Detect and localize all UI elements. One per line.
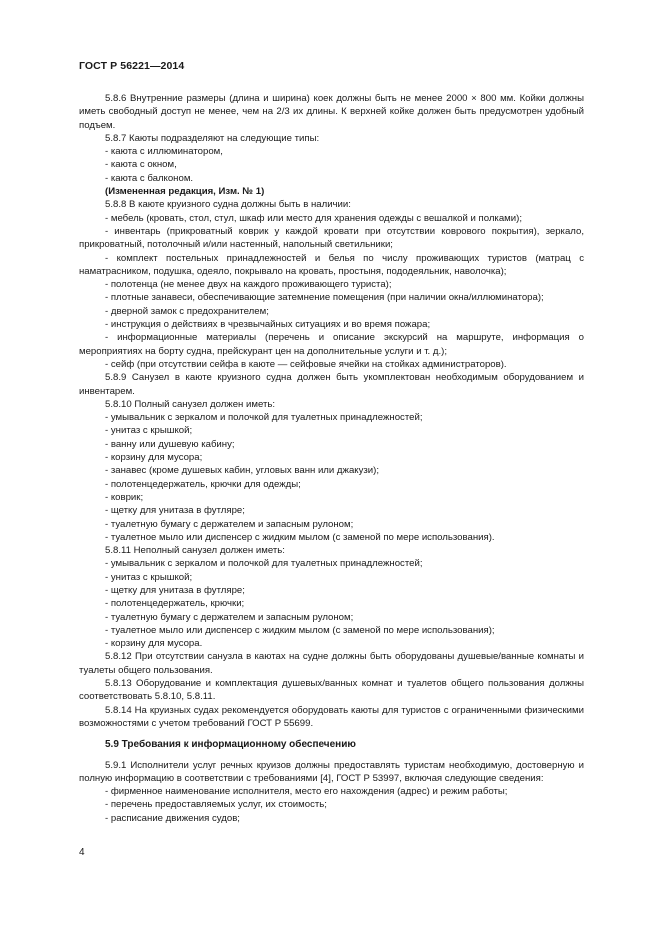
paragraph: - щетку для унитаза в футляре; xyxy=(105,505,245,517)
document-header: ГОСТ Р 56221—2014 xyxy=(79,60,185,72)
paragraph: - каюта с иллюминатором, xyxy=(105,146,223,158)
page-number: 4 xyxy=(79,847,85,858)
paragraph: - туалетное мыло или диспенсер с жидким мылом (с заменой по мере использования). xyxy=(105,531,495,543)
paragraph: 5.8.11 Неполный санузел должен иметь: xyxy=(105,545,285,557)
paragraph: - коврик; xyxy=(105,491,144,503)
paragraph: - инвентарь (прикроватный коврик у каждой кровати при отсутствии коврового покрытия), зеркало, прикроватный, потолочный и/или настенный, напольный светильники; xyxy=(79,225,584,251)
paragraph: - каюта с балконом. xyxy=(105,172,194,184)
paragraph: - инструкция о действиях в чрезвычайных ситуациях и во время пожара; xyxy=(105,319,431,331)
paragraph: - перечень предоставляемых услуг, их стоимость; xyxy=(105,799,327,811)
paragraph: - унитаз с крышкой; xyxy=(105,571,193,583)
paragraph: - расписание движения судов; xyxy=(105,812,240,824)
paragraph: 5.9.1 Исполнители услуг речных круизов должны предоставлять туристам необходимую, достоверную и полную информацию в соответствии с требованиями [4], ГОСТ Р 53997, включая следующие сведения: xyxy=(79,759,584,784)
document-body xyxy=(79,92,584,825)
paragraph: 5.8.13 Оборудование и комплектация душевых/ванных комнат и туалетов общего пользования должны соответствовать 5.8.10, 5.8.11. xyxy=(79,678,584,703)
paragraph: - ванну или душевую кабину; xyxy=(105,438,235,450)
paragraph: - плотные занавеси, обеспечивающие затемнение помещения (при наличии окна/иллюминатора); xyxy=(105,292,544,304)
paragraph: - мебель (кровать, стол, стул, шкаф или место для хранения одежды с вешалкой и полками); xyxy=(105,212,522,224)
paragraph: 5.8.8 В каюте круизного судна должны быть в наличии: xyxy=(105,199,351,211)
paragraph: 5.8.7 Каюты подразделяют на следующие типы: xyxy=(105,132,320,144)
paragraph: - дверной замок с предохранителем; xyxy=(105,305,269,317)
paragraph: 5.8.12 При отсутствии санузла в каютах на судне должны быть оборудованы душевые/ванные комнаты и туалеты общего пользования. xyxy=(79,651,584,676)
paragraph: - сейф (при отсутствии сейфа в каюте — сейфовые ячейки на стойках администраторов). xyxy=(105,358,507,370)
paragraph: - туалетную бумагу с держателем и запасным рулоном; xyxy=(105,611,354,623)
paragraph: - комплект постельных принадлежностей и белья по числу проживающих туристов (матрац с наматрасником, подушка, одеяло, покрывало на кровать, простыня, пододеяльник, наволочка); xyxy=(79,252,584,277)
paragraph: - информационные материалы (перечень и описание экскурсий на маршруте, информация о мероприятиях на борту судна, прейскурант цен на дополнительные услуги и т. д.); xyxy=(79,332,584,357)
paragraph: - фирменное наименование исполнителя, место его нахождения (адрес) и режим работы; xyxy=(105,786,508,798)
section-heading: 5.9 Требования к информационному обеспечению xyxy=(105,739,356,751)
paragraph: - занавес (кроме душевых кабин, угловых ванн или джакузи); xyxy=(105,465,380,477)
paragraph: - каюта с окном, xyxy=(105,159,177,171)
paragraph: - туалетную бумагу с держателем и запасным рулоном; xyxy=(105,518,354,530)
paragraph: - полотенцедержатель, крючки; xyxy=(105,598,245,610)
paragraph: - щетку для унитаза в футляре; xyxy=(105,584,245,596)
paragraph: 5.8.10 Полный санузел должен иметь: xyxy=(105,398,276,410)
paragraph: - полотенцедержатель, крючки для одежды; xyxy=(105,478,301,490)
paragraph: - туалетное мыло или диспенсер с жидким мылом (с заменой по мере использования); xyxy=(105,624,495,636)
paragraph: - умывальник с зеркалом и полочкой для туалетных принадлежностей; xyxy=(105,558,423,570)
paragraph: - полотенца (не менее двух на каждого проживающего туриста); xyxy=(105,279,392,291)
paragraph: 5.8.9 Санузел в каюте круизного судна должен быть укомплектован необходимым оборудованием и инвентарем. xyxy=(79,372,584,397)
paragraph: (Измененная редакция, Изм. № 1) xyxy=(105,186,265,198)
paragraph: - унитаз с крышкой; xyxy=(105,425,193,437)
paragraph: 5.8.14 На круизных судах рекомендуется оборудовать каюты для туристов с ограниченными физическими возможностями с учетом требований ГОСТ Р 55699. xyxy=(79,704,584,729)
paragraph: 5.8.6 Внутренние размеры (длина и ширина) коек должны быть не менее 2000 × 800 мм. Койки должны иметь свободный доступ не менее, чем на 2/3 их длины. К верхней койке должен быть предусмотрен удобный подъем. xyxy=(79,93,584,131)
paragraph: - умывальник с зеркалом и полочкой для туалетных принадлежностей; xyxy=(105,412,423,424)
paragraph: - корзину для мусора; xyxy=(105,452,203,464)
paragraph: - корзину для мусора. xyxy=(105,638,203,650)
